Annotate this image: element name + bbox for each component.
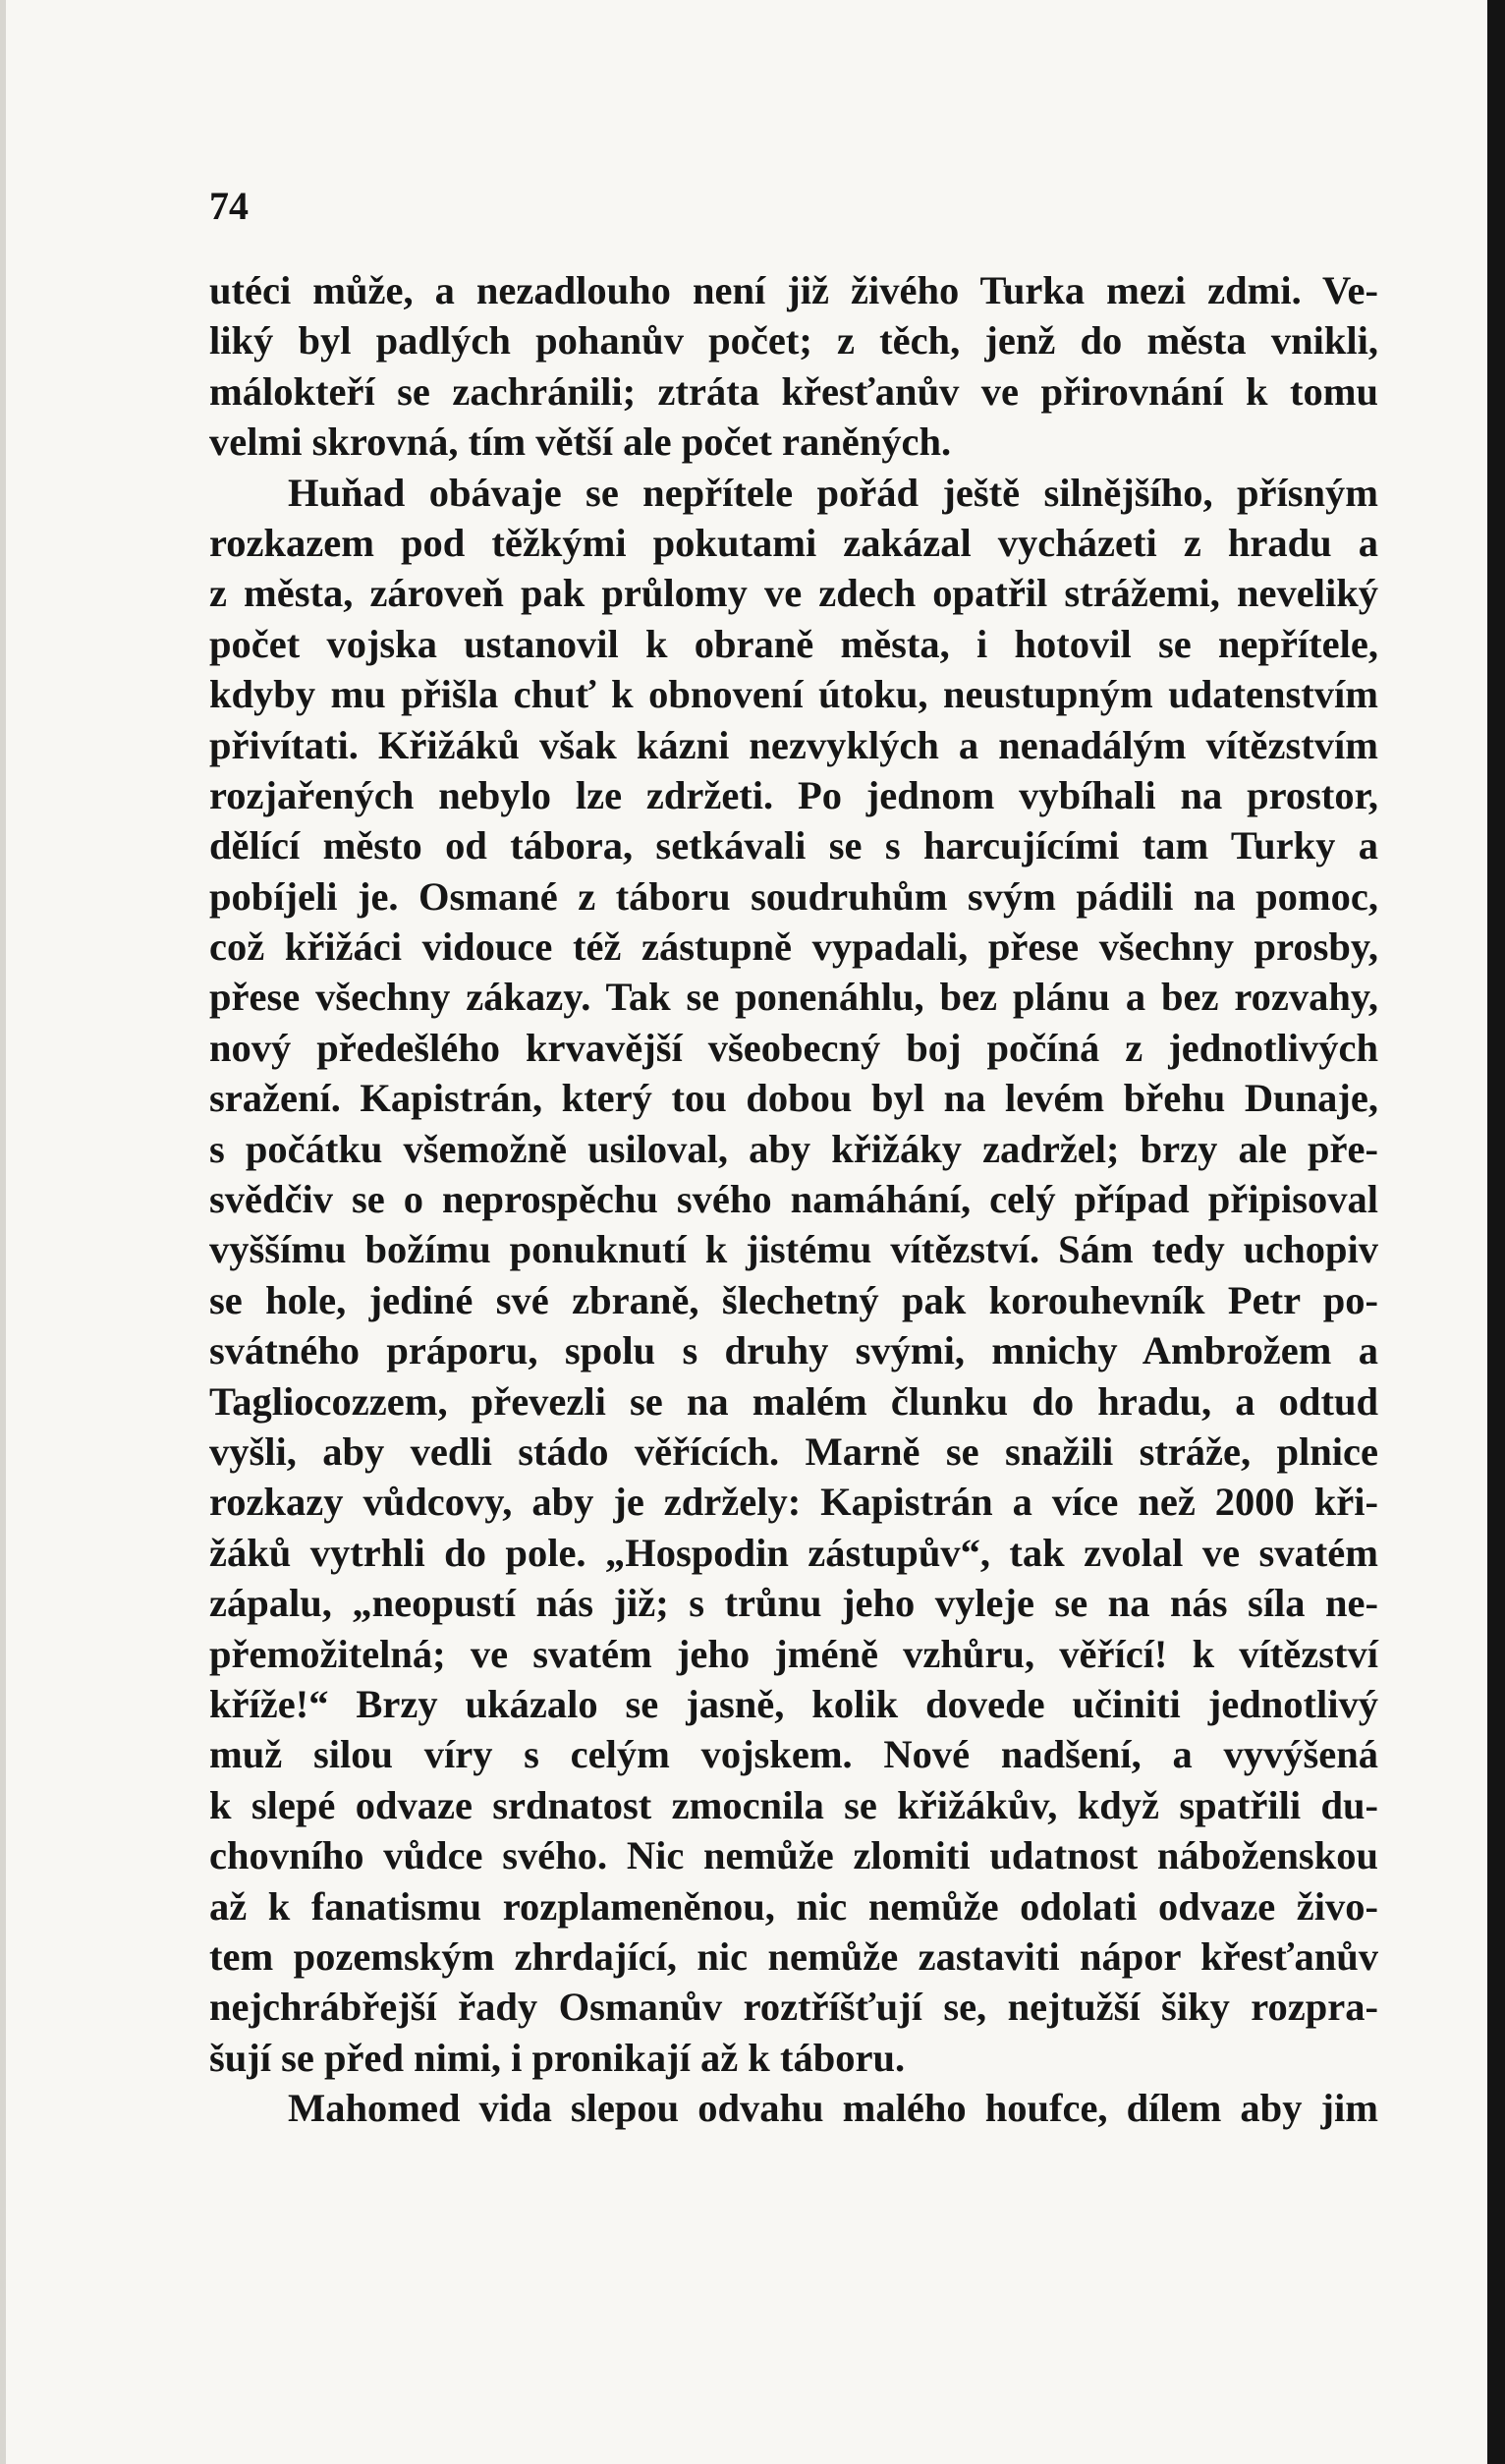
text-line: k slepé odvaze srdnatost zmocnila se křižákův, když spatřili du- — [209, 1782, 1378, 1827]
text-line: kříže!“ Brzy ukázalo se jasně, kolik dovede učiniti jednotlivý — [209, 1681, 1378, 1726]
text-line: svědčiv se o neprospěchu svého namáhání, celý případ připisoval — [209, 1177, 1378, 1222]
scan-edge-right — [1487, 0, 1505, 2464]
text-line: liký byl padlých pohanův počet; z těch, jenž do města vnikli, — [209, 318, 1378, 364]
text-line: přivítati. Křižáků však kázni nezvyklých a nenadálým vítězstvím — [209, 722, 1378, 767]
text-line: s počátku všemožně usiloval, aby křižáky zadržel; brzy ale pře- — [209, 1126, 1378, 1171]
text-line: přemožitelná; ve svatém jeho jméně vzhůru, věřící! k vítězství — [209, 1631, 1378, 1676]
text-line: Mahomed vida slepou odvahu malého houfce, dílem aby jim — [288, 2086, 1378, 2131]
scan-edge-left — [0, 0, 6, 2464]
text-line: pobíjeli je. Osmané z táboru soudruhům svým pádili na pomoc, — [209, 873, 1378, 919]
text-line: rozjařených nebylo lze zdržeti. Po jednom vybíhali na prostor, — [209, 772, 1378, 817]
text-line: dělící město od tábora, setkávali se s harcujícími tam Turky a — [209, 823, 1378, 868]
text-line: málokteří se zachránili; ztráta křesťanův ve přirovnání k tomu — [209, 368, 1378, 414]
text-line: muž silou víry s celým vojskem. Nové nadšení, a vyvýšená — [209, 1732, 1378, 1777]
text-line: chovního vůdce svého. Nic nemůže zlomiti udatnost náboženskou — [209, 1833, 1378, 1878]
text-line: velmi skrovná, tím větší ale počet raněných. — [209, 420, 952, 465]
text-line: šují se před nimi, i pronikají až k táboru. — [209, 2035, 906, 2080]
text-line: vyššímu božímu ponuknutí k jistému vítězství. Sám tedy uchopiv — [209, 1227, 1378, 1272]
text-line: počet vojska ustanovil k obraně města, i hotovil se nepřítele, — [209, 621, 1378, 666]
text-line: což křižáci vidouce též zástupně vypadali, přese všechny prosby, — [209, 924, 1378, 970]
text-line: utéci může, a nezadlouho není již živého Turka mezi zdmi. Ve- — [209, 268, 1378, 312]
text-line: tem pozemským zhrdající, nic nemůže zastaviti nápor křesťanův — [209, 1933, 1378, 1979]
text-line: rozkazem pod těžkými pokutami zakázal vycházeti z hradu a — [209, 520, 1378, 565]
text-line: se hole, jediné své zbraně, šlechetný pak korouhevník Petr po- — [209, 1277, 1378, 1322]
text-line: nový předešlého krvavější všeobecný boj počíná z jednotlivých — [209, 1025, 1378, 1070]
text-line: přese všechny zákazy. Tak se ponenáhlu, bez plánu a bez rozvahy, — [209, 975, 1378, 1020]
text-line: Huňad obávaje se nepřítele pořád ještě silnějšího, přísným — [288, 470, 1378, 515]
text-line: vyšli, aby vedli stádo věřících. Marně se snažili stráže, plnice — [209, 1428, 1378, 1474]
text-line: zápalu, „neopustí nás již; s trůnu jeho vyleje se na nás síla ne- — [209, 1581, 1378, 1626]
text-line: svátného práporu, spolu s druhy svými, mnichy Ambrožem a — [209, 1328, 1378, 1373]
text-line: z města, zároveň pak průlomy ve zdech opatřil strážemi, neveliký — [209, 571, 1378, 616]
page-number: 74 — [209, 184, 249, 228]
body-text — [209, 265, 1378, 2133]
text-line: sražení. Kapistrán, který tou dobou byl na levém břehu Dunaje, — [209, 1076, 1378, 1121]
text-line: žáků vytrhli do pole. „Hospodin zástupův“, tak zvolal ve svatém — [209, 1530, 1378, 1575]
text-line: Tagliocozzem, převezli se na malém člunku do hradu, a odtud — [209, 1378, 1378, 1424]
text-line: nejchrábřejší řady Osmanův roztříšťují se, nejtužší šiky rozpra- — [209, 1985, 1378, 2030]
text-line: rozkazy vůdcovy, aby je zdržely: Kapistrán a více než 2000 kři- — [209, 1480, 1378, 1525]
text-line: kdyby mu přišla chuť k obnovení útoku, neustupným udatenstvím — [209, 672, 1378, 717]
text-line: až k fanatismu rozplameněnou, nic nemůže odolati odvaze živo- — [209, 1883, 1378, 1929]
